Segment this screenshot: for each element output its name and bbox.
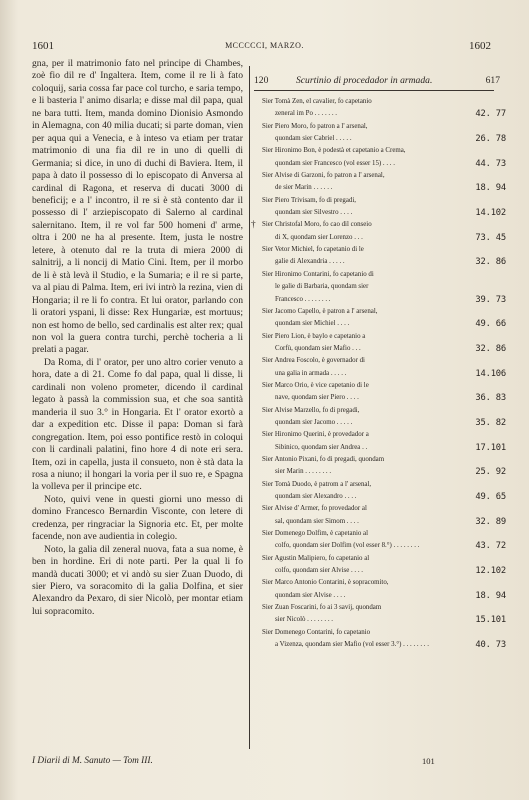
ballot-entry-line: quondam sier Cabriel . . . . . xyxy=(275,135,352,143)
ballot-entry xyxy=(262,528,506,553)
page-number-left: 1601 xyxy=(32,40,54,52)
ballot-entry xyxy=(262,306,506,331)
ballot-entry xyxy=(262,405,506,430)
ballot-entry xyxy=(262,602,506,627)
right-column-heading xyxy=(254,75,500,89)
ballot-votes: 12.102 xyxy=(475,566,506,577)
ballot-entry xyxy=(262,195,506,220)
ballot-votes: 42. 77 xyxy=(475,109,506,120)
ballot-votes: 14.106 xyxy=(475,368,506,379)
ballot-entry-line: Sier Domenego Contarini, fo capetanio xyxy=(262,628,371,636)
ballot-entry-line: quondam sier Alexandro . . . . xyxy=(275,493,357,500)
ballot-entry xyxy=(262,429,506,454)
ballot-entry-line: colfo, quondam sier Alvise . . . . xyxy=(275,567,364,575)
running-header xyxy=(0,40,529,54)
ballot-entry-line: Sier Jacomo Capello, è patron a l' arsenal, xyxy=(262,307,378,315)
ballot-entry xyxy=(262,269,506,306)
ballot-votes: 15.101 xyxy=(475,615,506,626)
ballot-votes: 32. 86 xyxy=(475,257,506,268)
ballot-votes: 43. 72 xyxy=(475,541,506,552)
ballot-votes: 18. 94 xyxy=(475,183,506,194)
ballot-entry xyxy=(262,145,506,170)
ballot-entry-line: Sier Marco Antonio Contarini, è sopracomito, xyxy=(262,579,389,587)
ballot-entry-line: Sier Marco Orio, è vice capetanio di le xyxy=(262,381,369,389)
ballot-entry-line: di X, quondam sier Lorenzo . . . xyxy=(275,233,363,241)
ballot-votes: 73. 45 xyxy=(475,232,506,243)
ballot-entry-line: nave, quondam sier Piero . . . . xyxy=(275,394,359,402)
ballot-entry-line: Sier Piero Trivisam, fo di pregadi, xyxy=(262,196,356,204)
ballot-votes: 49. 66 xyxy=(475,319,506,330)
ballot-entry xyxy=(262,96,506,121)
ballot-votes: 36. 83 xyxy=(475,393,506,404)
running-title: MCCCCCI, MARZO. xyxy=(225,41,304,50)
ballot-entry-line: Sier Domenego Dolfim, è capetanio al xyxy=(262,530,369,538)
ballot-votes: 40. 73 xyxy=(475,640,506,651)
section-title: Scurtinio di procedador in armada. xyxy=(296,75,433,86)
elected-mark: † xyxy=(251,220,256,231)
ballot-votes: 35. 82 xyxy=(475,417,506,428)
ballot-votes: 18. 94 xyxy=(475,590,506,601)
ballot-votes: 17.101 xyxy=(475,442,506,453)
ballot-entry xyxy=(262,355,506,380)
ballot-entry-line: colfo, quondam sier Dolfim (vol esser 8.°) . . . . . . . . xyxy=(275,542,420,550)
ballot-entry-line: quondam sier Alvise . . . . xyxy=(275,591,346,599)
margin-number: 617 xyxy=(485,75,500,86)
ballot-entry-line: Sier Alvise di Garzoni, fo patron a l' arsenal, xyxy=(262,172,385,180)
ballot-entry-line: de sier Marin . . . . . . xyxy=(275,184,333,192)
ballot-entry xyxy=(262,170,506,195)
page-number-right: 1602 xyxy=(469,40,491,52)
ballot-entry-line: Sier Agustin Malipiero, fo capetanio al xyxy=(262,554,370,562)
ballot-votes: 26. 78 xyxy=(475,134,506,145)
ballot-entry-line: Francesco . . . . . . . . xyxy=(275,295,331,303)
paragraph: gna, per il matrimonio fato nel principe di Chambes, zoè fio dil re d' Ingaltera. Item, come il re li à fato coloquij, saria cossa far pace col turcho, e saria tempo, e li basteria l' animo disarla; e disse mal dil papa, qual ne bara tutti. Item, manda domino Dionisio Asmondo in Alemagna, con 40 milia ducati; si parte doman, vien per aqua qui a Venecia, e à inteso va etiam per tratar matrimonio di una fia dil re in uno di quelli di Germania; si dice, in uno di duchi di Baviera. Item, il papa à dato il possesso di lo episcopato di Anversa al cardinal di Ragona, et reserva di ducati 3000 di beneficij; e a l' incontro, il re si è stà contento dar il possesso di l' arziepiscopato di Salerno al cardinal salernitano. Item, il re vol far 500 homeni d' arme, oltra i 200 ne ha al presente. Item, justa le nostre letere, à otenuto dal re la truta di miera 2000 di salnitrij, a li noncij di Matio Cini. Item, per il morbo de li è stà levà il Studio, e la Sumaria; e il re si parte, va al piau di Palma. Item, eri ivi intrò la rezina, vien di Hongaria; il re li fo contra. Et lui orator, parlando con li oratori yspani, li disse: Rex Hungariæ, est mortuus; non est homo de bello, sed cardinalis est alter rex; qual non vol la guera contra turchi, perchè tocheria a li prelati a pagar. xyxy=(32,58,243,356)
ballot-votes: 39. 73 xyxy=(475,294,506,305)
ballot-entry xyxy=(262,553,506,578)
left-column xyxy=(32,58,243,618)
ballot-votes: 44. 73 xyxy=(475,158,506,169)
ballot-entry-line: quondam sier Jacomo . . . . . xyxy=(275,418,353,426)
ballot-votes: 49. 65 xyxy=(475,492,506,502)
ballot-votes: 25. 92 xyxy=(475,467,506,478)
ballot-entry-line: Sier Andrea Foscolo, è governador di xyxy=(262,357,365,365)
ballot-entry-line: Sier Hironimo Contarini, fo capetanio di xyxy=(262,270,374,278)
ballot-entry-line: Corfù, quondam sier Mafio . . . xyxy=(275,344,361,352)
ballot-entry xyxy=(262,503,506,528)
ballot-entry-line: le galie di Barbaria, quondam sier xyxy=(275,283,369,291)
ballot-entry-line: Sier Piero Moro, fo patron a l' arsenal, xyxy=(262,122,368,130)
ballot-entry xyxy=(262,331,506,356)
ballot-entry-line: Sier Zuan Foscarini, fo ai 3 savij, quondam xyxy=(262,604,382,612)
section-number: 120 xyxy=(254,75,269,86)
ballot-votes: 32. 89 xyxy=(475,516,506,527)
ballot-entry-line: Sier Alvise d' Armer, fo provedador al xyxy=(262,505,367,513)
heading-rule xyxy=(254,90,494,91)
ballot-entry-line: a Vizenza, quondam sier Mafio (vol esser 3.°) . . . . . . . . xyxy=(275,641,429,649)
ballot-entry-line: sal, quondam sier Simom . . . . xyxy=(275,517,359,525)
ballot-entry xyxy=(262,454,506,479)
paragraph: Noto, quivi vene in questi giorni uno messo di domino Francesco Bernardin Visconte, con letere di credenza, per ringraciar la Signoria etc. Et, per molte facende, non ave audientia in colegio. xyxy=(32,493,243,543)
footer-signature: 101 xyxy=(422,756,435,766)
ballot-entry xyxy=(262,479,506,504)
column-divider xyxy=(249,66,250,749)
paragraph: Da Roma, di l' orator, per uno altro corier venuto a hora, date a dì 21. Come fo dal papa, qual li disse, li cardinali non voleno prometer, dicendo il cardinal legato à passà la commission sua, et che soa santità manderia il suo 3.° in Hongaria. Et l' orator exortò a dar a expedition etc. Disse il papa: Doman si farà congregation. Item, poi esso pontifice restò in coloqui con li cardinali palatini, fino hore 4 di note eri sera. Item, ozi in capella, justa il consueto, non è stà data la rosa a niuno; il hongari la voria per il suo re, e Spagna la volleva per il principe etc. xyxy=(32,356,243,493)
footer-source: I Diarii di M. Sanuto — Tom III. xyxy=(32,756,153,766)
ballot-entry-line: sier Nicolò . . . . . . . . xyxy=(275,616,333,624)
ballot-votes: 14.102 xyxy=(475,208,506,219)
ballot-entry xyxy=(262,577,506,602)
ballot-entry-line: galie di Alexandria . . . . . xyxy=(275,258,345,266)
page-footer xyxy=(32,756,512,770)
ballot-list xyxy=(251,96,506,651)
ballot-entry xyxy=(262,244,506,269)
ballot-entry-line: Sier Hironimo Querini, è provedador a xyxy=(262,431,369,439)
ballot-entry-line: Sier Piero Lion, è baylo e capetanio a xyxy=(262,332,366,340)
ballot-entry-line: Sier Tomà Zen, el cavalier, fo capetanio xyxy=(262,98,372,105)
ballot-entry xyxy=(251,219,506,244)
ballot-entry-line: quondam sier Michiel . . . . xyxy=(275,320,350,328)
ballot-entry-line: zeneral im Po . . . . . . . xyxy=(275,110,338,118)
ballot-entry-line: Sier Vetor Michiel, fo capetanio di le xyxy=(262,246,364,254)
ballot-entry-line: Sibinico, quondam sier Andrea . . xyxy=(275,443,368,451)
ballot-entry xyxy=(262,380,506,405)
ballot-entry-line: Sier Alvise Marzello, fo di pregadi, xyxy=(262,406,360,414)
ballot-entry-line: Sier Christofal Moro, fo cao dil conseio xyxy=(262,221,372,229)
ballot-votes: 32. 86 xyxy=(475,343,506,354)
ballot-entry-line: sier Marin . . . . . . . . xyxy=(275,468,332,476)
paragraph: Noto, la galia dil zeneral nuova, fata a sua nome, è ben in hordine. Eri di note parti. Per la qual li fo mandà ducati 3000; et vi andò su sier Zuan Duodo, di sier Piero, va soracomito di la galia Dolfina, et sier Alexandro da Pexaro, di sier Nicolò, per montar etiam lui sopracomito. xyxy=(32,543,243,617)
ballot-entry-line: quondam sier Silvestro . . . . xyxy=(275,209,353,217)
ballot-entry-line: Sier Tomà Duodo, è patrom a l' arsenal, xyxy=(262,480,372,488)
ballot-entry-line: Sier Antonio Pixani, fo di pregadi, quondam xyxy=(262,455,385,463)
ballot-entry xyxy=(262,121,506,146)
ballot-entry xyxy=(262,627,506,652)
ballot-entry-line: quondam sier Francesco (vol esser 15) . . . . xyxy=(275,159,395,167)
ballot-entry-line: una galia in armada . . . . . xyxy=(275,369,347,377)
ballot-entry-line: Sier Hironimo Bon, è podestà et capetanio a Crema, xyxy=(262,147,406,155)
